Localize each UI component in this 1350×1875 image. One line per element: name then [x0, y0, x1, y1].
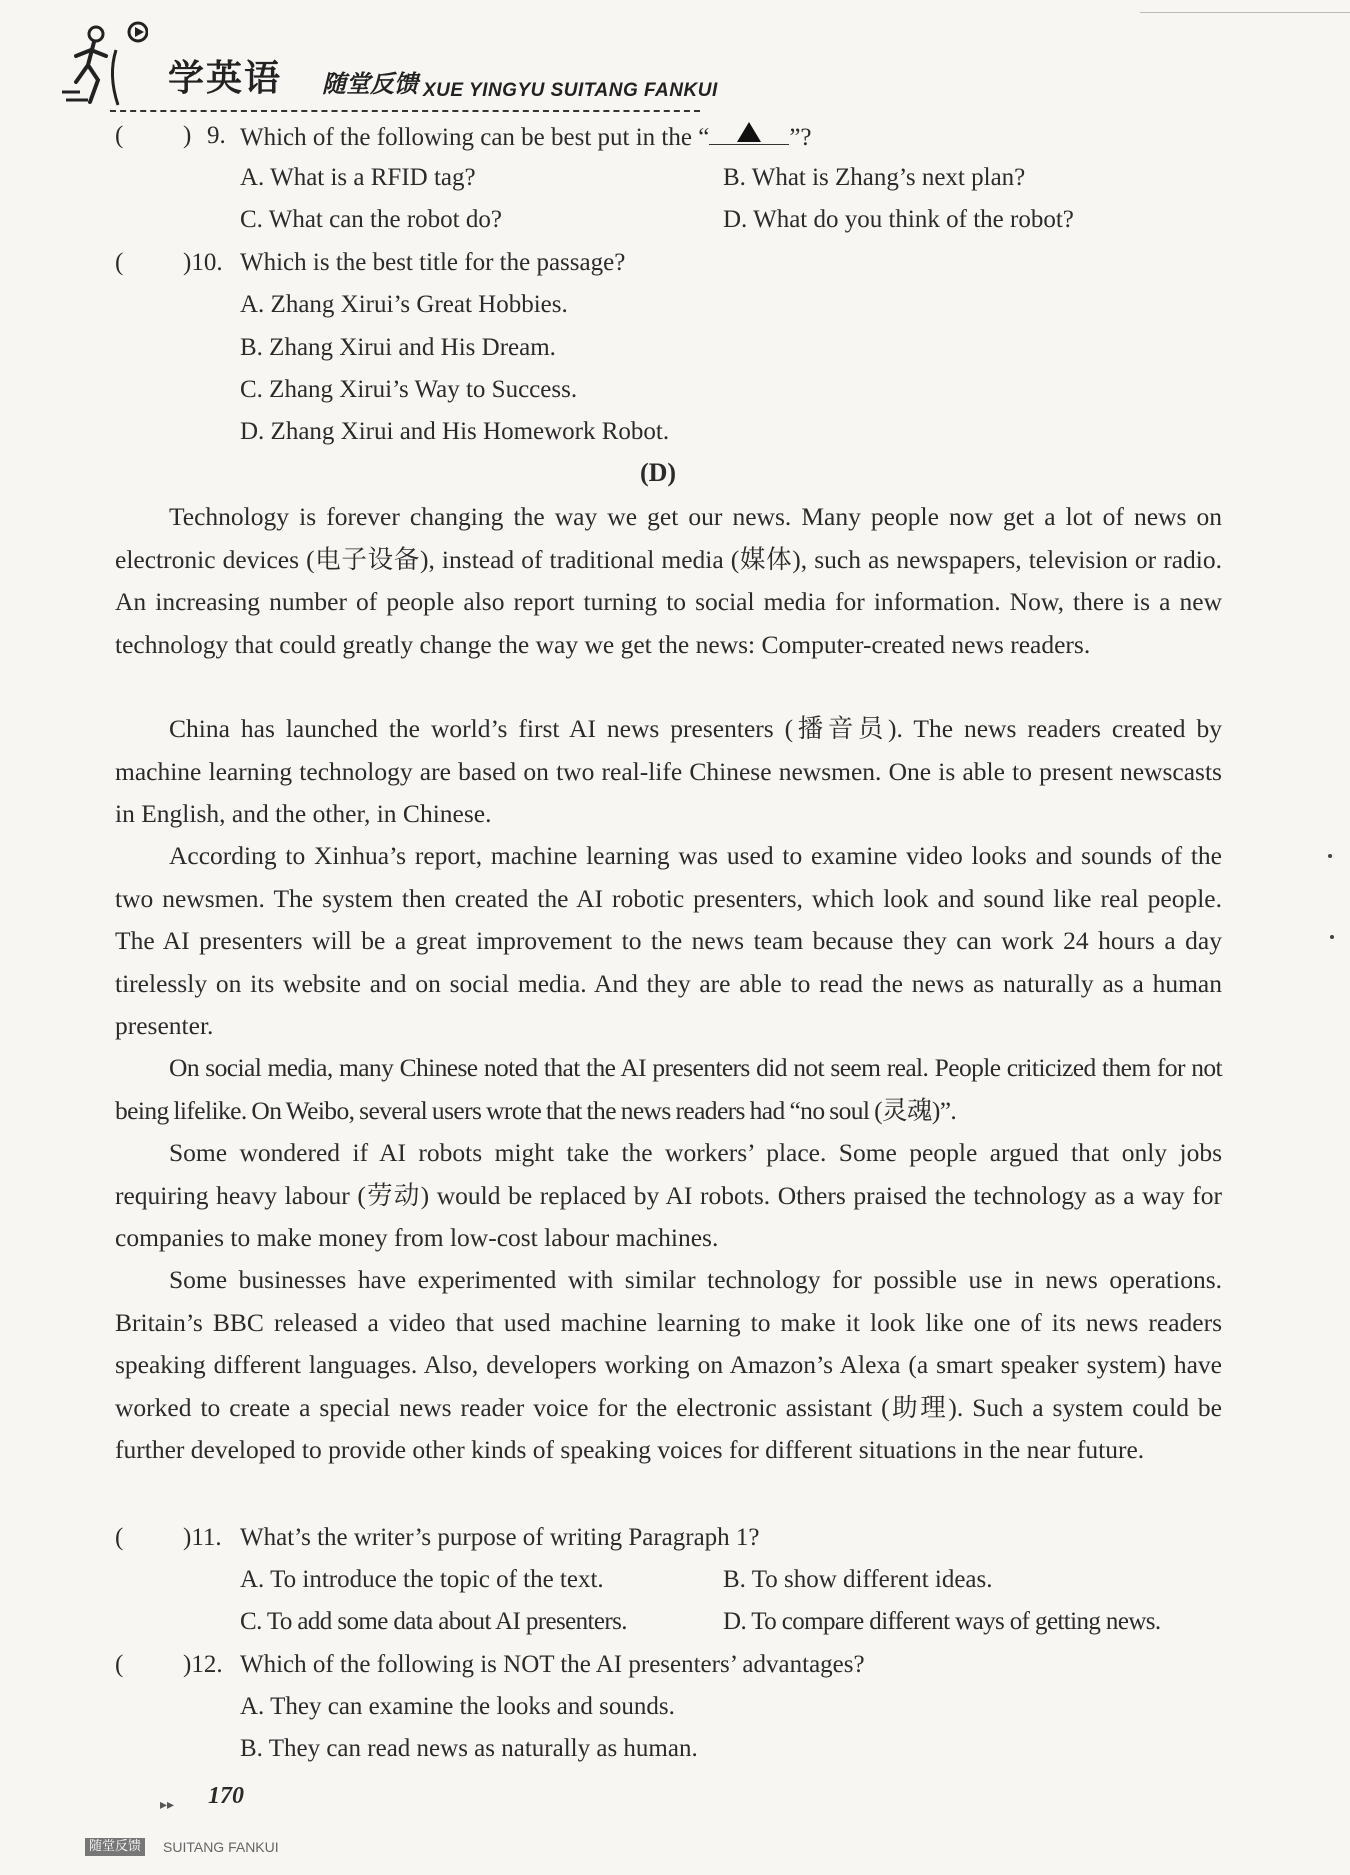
answer-paren-open[interactable]: (	[115, 1524, 124, 1551]
question-text-end: ”?	[789, 124, 812, 151]
question-9	[115, 118, 812, 154]
blank-field	[709, 118, 789, 145]
footer-label-cn: 随堂反馈	[85, 1838, 145, 1856]
footer-arrows-icon: ▸▸	[160, 1798, 175, 1813]
option-a[interactable]: A. To introduce the topic of the text.	[240, 1566, 604, 1593]
option-d[interactable]: D. Zhang Xirui and His Homework Robot.	[240, 418, 670, 445]
option-a[interactable]: A. What is a RFID tag?	[240, 164, 476, 191]
top-edge-line	[1140, 12, 1350, 13]
option-a[interactable]: A. Zhang Xirui’s Great Hobbies.	[240, 291, 568, 318]
question-number: )11.	[183, 1524, 222, 1551]
question-text: Which is the best title for the passage?	[240, 249, 626, 276]
page-header	[50, 12, 1300, 107]
page-number: 170	[208, 1783, 244, 1809]
option-c[interactable]: C. What can the robot do?	[240, 206, 502, 233]
question-number: )12.	[183, 1651, 223, 1678]
triangle-icon	[737, 122, 761, 142]
answer-paren-open[interactable]: (	[115, 122, 124, 149]
option-c[interactable]: C. To add some data about AI presenters.	[240, 1608, 627, 1635]
question-number: )10.	[183, 249, 223, 276]
answer-paren-open[interactable]: (	[115, 249, 124, 276]
margin-dot	[1330, 935, 1334, 939]
paragraph-6: Some businesses have experimented with similar technology for possible use in news operations. Britain’s BBC released a video that used machine learning to make it look like one of its news readers speaking different languages. Also, developers working on Amazon’s Alexa (a smart speaker system) have worked to create a special news reader voice for the electronic assistant (助理). Such a system could be further developed to provide other kinds of speaking voices for different situations in the near future.	[115, 1265, 1222, 1464]
question-text: What’s the writer’s purpose of writing Paragraph 1?	[240, 1524, 760, 1551]
option-d[interactable]: D. What do you think of the robot?	[723, 206, 1074, 233]
question-11	[115, 1520, 760, 1556]
margin-dot	[1328, 854, 1332, 858]
header-en-title: XUE YINGYU SUITANG FANKUI	[423, 80, 718, 101]
option-a[interactable]: A. They can examine the looks and sounds.	[240, 1693, 675, 1720]
header-cn-title: 学英语	[168, 58, 283, 99]
runner-logo-icon	[58, 20, 148, 110]
footer-label-en: SUITANG FANKUI	[163, 1839, 279, 1855]
option-b[interactable]: B. What is Zhang’s next plan?	[723, 164, 1026, 191]
paragraph-5: Some wondered if AI robots might take the workers’ place. Some people argued that only jobs requiring heavy labour (劳动) would be replaced by AI robots. Others praised the technology as a way for companies to make money from low-cost labour machines.	[115, 1138, 1222, 1252]
header-divider	[110, 110, 700, 112]
question-text: Which of the following can be best put in the “	[240, 124, 710, 151]
paragraph-2: China has launched the world’s first AI news presenters (播音员). The news readers created by machine learning technology are based on two real-life Chinese newsmen. One is able to present newscasts in English, and the other, in Chinese.	[115, 714, 1222, 828]
question-text: Which of the following is NOT the AI presenters’ advantages?	[240, 1651, 865, 1678]
option-b[interactable]: B. Zhang Xirui and His Dream.	[240, 334, 556, 361]
option-b[interactable]: B. To show different ideas.	[723, 1566, 993, 1593]
header-cn-subtitle: 随堂反馈	[322, 70, 418, 98]
question-10	[115, 245, 626, 281]
option-c[interactable]: C. Zhang Xirui’s Way to Success.	[240, 376, 578, 403]
paragraph-4: On social media, many Chinese noted that the AI presenters did not seem real. People criticized them for not being lifelike. On Weibo, several users wrote that the news readers had “no soul (灵魂)”.	[115, 1053, 1222, 1125]
option-b[interactable]: B. They can read news as naturally as human.	[240, 1735, 698, 1762]
option-d[interactable]: D. To compare different ways of getting news.	[723, 1608, 1161, 1635]
question-number: 9.	[207, 122, 226, 149]
answer-paren-open[interactable]: (	[115, 1651, 124, 1678]
section-label: (D)	[640, 458, 677, 487]
paragraph-3: According to Xinhua’s report, machine learning was used to examine video looks and sounds of the two newsmen. The system then created the AI robotic presenters, which look and sound like real people. The AI presenters will be a great improvement to the news team because they can work 24 hours a day tirelessly on its website and on social media. And they are able to read the news as naturally as a human presenter.	[115, 841, 1222, 1040]
paragraph-1: Technology is forever changing the way we get our news. Many people now get a lot of news on electronic devices (电子设备), instead of traditional media (媒体), such as newspapers, television or radio. An increasing number of people also report turning to social media for information. Now, there is a new technology that could greatly change the way we get the news: Computer-created news readers.	[115, 502, 1222, 659]
question-12	[115, 1647, 865, 1683]
question-number: )	[183, 122, 192, 149]
